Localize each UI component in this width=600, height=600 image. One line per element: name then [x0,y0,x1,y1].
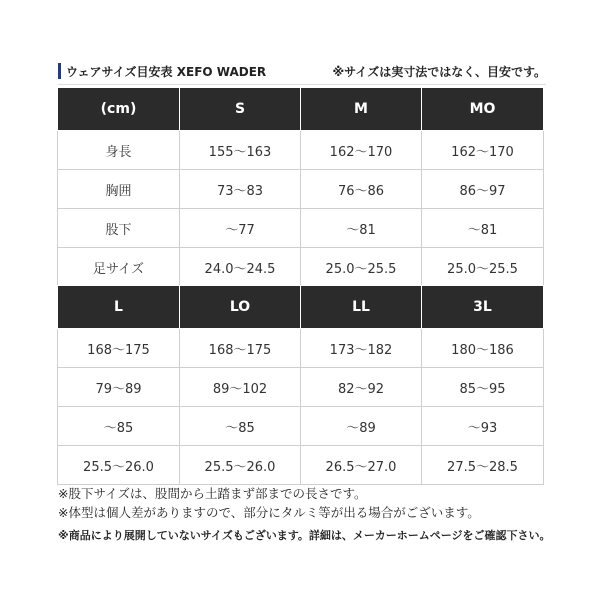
table-cell: 25.0～25.5 [301,248,422,287]
notes [58,484,558,545]
table-row [58,209,544,248]
table-cell: 180～186 [422,329,544,368]
column-header: M [301,88,422,131]
table-row [58,407,544,446]
column-header: S [180,88,301,131]
table-cell: 25.5～26.0 [180,446,301,485]
table-row [58,248,544,287]
table-row [58,170,544,209]
table-cell: 86～97 [422,170,544,209]
table-cell: 25.0～25.5 [422,248,544,287]
table-cell: ～93 [422,407,544,446]
note-availability: ※商品により展開していないサイズもございます。詳細は、メーカーホームページをご確認下さい。 [58,529,551,542]
page-title: ウェアサイズ目安表 XEFO WADER [66,64,267,79]
row-label: 股下 [58,209,180,248]
table-cell: 168～175 [180,329,301,368]
row-label: 胸囲 [58,170,180,209]
size-table-top [57,87,544,287]
header-left [58,63,266,80]
note-body-shape: ※体型は個人差がありますので、部分にタルミ等が出る場合がございます。 [58,505,480,520]
row-label: 足サイズ [58,248,180,287]
column-header: L [58,286,180,329]
size-table-bottom [57,285,544,485]
table-cell: 85～95 [422,368,544,407]
table-cell: 162～170 [301,131,422,170]
table-cell: 79～89 [58,368,180,407]
table-cell: 24.0～24.5 [180,248,301,287]
table-cell: 76～86 [301,170,422,209]
table-row [58,368,544,407]
table-row [58,446,544,485]
column-header: MO [422,88,544,131]
table-cell: 155～163 [180,131,301,170]
table-cell: 89～102 [180,368,301,407]
table-cell: 173～182 [301,329,422,368]
row-label: 身長 [58,131,180,170]
column-header: LL [301,286,422,329]
header-note: ※サイズは実寸法ではなく、目安です。 [332,64,546,79]
table-cell: 82～92 [301,368,422,407]
table-header [58,58,546,85]
table-cell: ～85 [58,407,180,446]
table-cell: 162～170 [422,131,544,170]
table-cell: ～81 [422,209,544,248]
table-cell: 25.5～26.0 [58,446,180,485]
table-cell: ～77 [180,209,301,248]
table-cell: ～85 [180,407,301,446]
table-head-row [58,88,544,131]
note-inseam: ※股下サイズは、股間から土踏まず部までの長さです。 [58,486,367,501]
table-cell: 26.5～27.0 [301,446,422,485]
accent-bar [58,63,61,79]
table-cell: 27.5～28.5 [422,446,544,485]
table-cell: ～89 [301,407,422,446]
table-cell: 73～83 [180,170,301,209]
table-row [58,329,544,368]
column-header: LO [180,286,301,329]
column-header: 3L [422,286,544,329]
table-head-row [58,286,544,329]
table-cell: ～81 [301,209,422,248]
table-row [58,131,544,170]
table-cell: 168～175 [58,329,180,368]
column-header: (cm) [58,88,180,131]
